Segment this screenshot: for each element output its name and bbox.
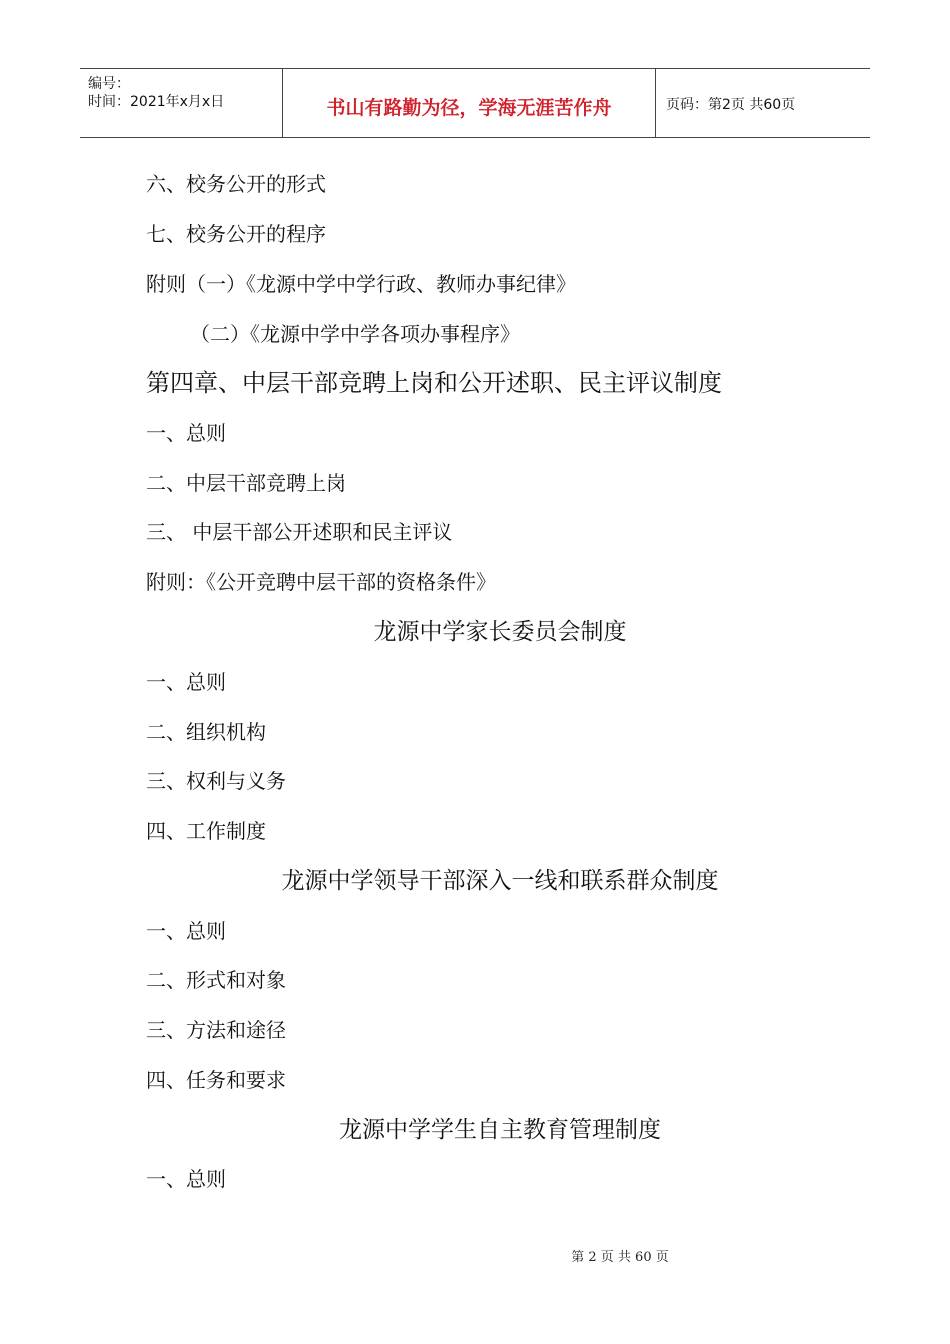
header-page-info: 页码：第2页 共60页 [666,97,796,113]
toc-line: 三、 中层干部公开述职和民主评议 [146,520,453,544]
toc-line: 一、总则 [146,919,226,943]
toc-line: 四、工作制度 [146,819,266,843]
toc-line: 二、形式和对象 [146,968,286,992]
page-header [80,68,870,138]
toc-line: 三、权利与义务 [146,769,286,793]
header-right-cell [656,69,870,137]
header-center-cell [282,69,656,137]
toc-line: 六、校务公开的形式 [146,172,326,196]
document-date-label: 时间：2021年x月x日 [88,94,225,110]
toc-line: 一、总则 [146,1167,226,1191]
header-left-cell [80,69,282,137]
toc-line: 附则（一）《龙源中学中学行政、教师办事纪律》 [146,272,576,296]
section-heading: 龙源中学学生自主教育管理制度 [339,1117,661,1143]
toc-line: 三、方法和途径 [146,1018,286,1042]
chapter-heading: 第四章、中层干部竞聘上岗和公开述职、民主评议制度 [146,369,722,397]
toc-line: 七、校务公开的程序 [146,222,326,246]
page-footer: 第 2 页 共 60 页 [571,1250,669,1265]
toc-line: 一、总则 [146,670,226,694]
toc-line: （二）《龙源中学中学各项办事程序》 [190,322,520,346]
toc-line: 一、总则 [146,421,226,445]
section-heading: 龙源中学家长委员会制度 [373,619,627,645]
toc-line: 附则：《公开竞聘中层干部的资格条件》 [146,570,496,594]
header-motto: 书山有路勤为径，学海无涯苦作舟 [326,97,612,119]
document-code-label: 编号： [88,76,130,92]
toc-line: 四、任务和要求 [146,1068,286,1092]
toc-line: 二、中层干部竞聘上岗 [146,471,346,495]
toc-line: 二、组织机构 [146,720,266,744]
section-heading: 龙源中学领导干部深入一线和联系群众制度 [281,868,719,894]
